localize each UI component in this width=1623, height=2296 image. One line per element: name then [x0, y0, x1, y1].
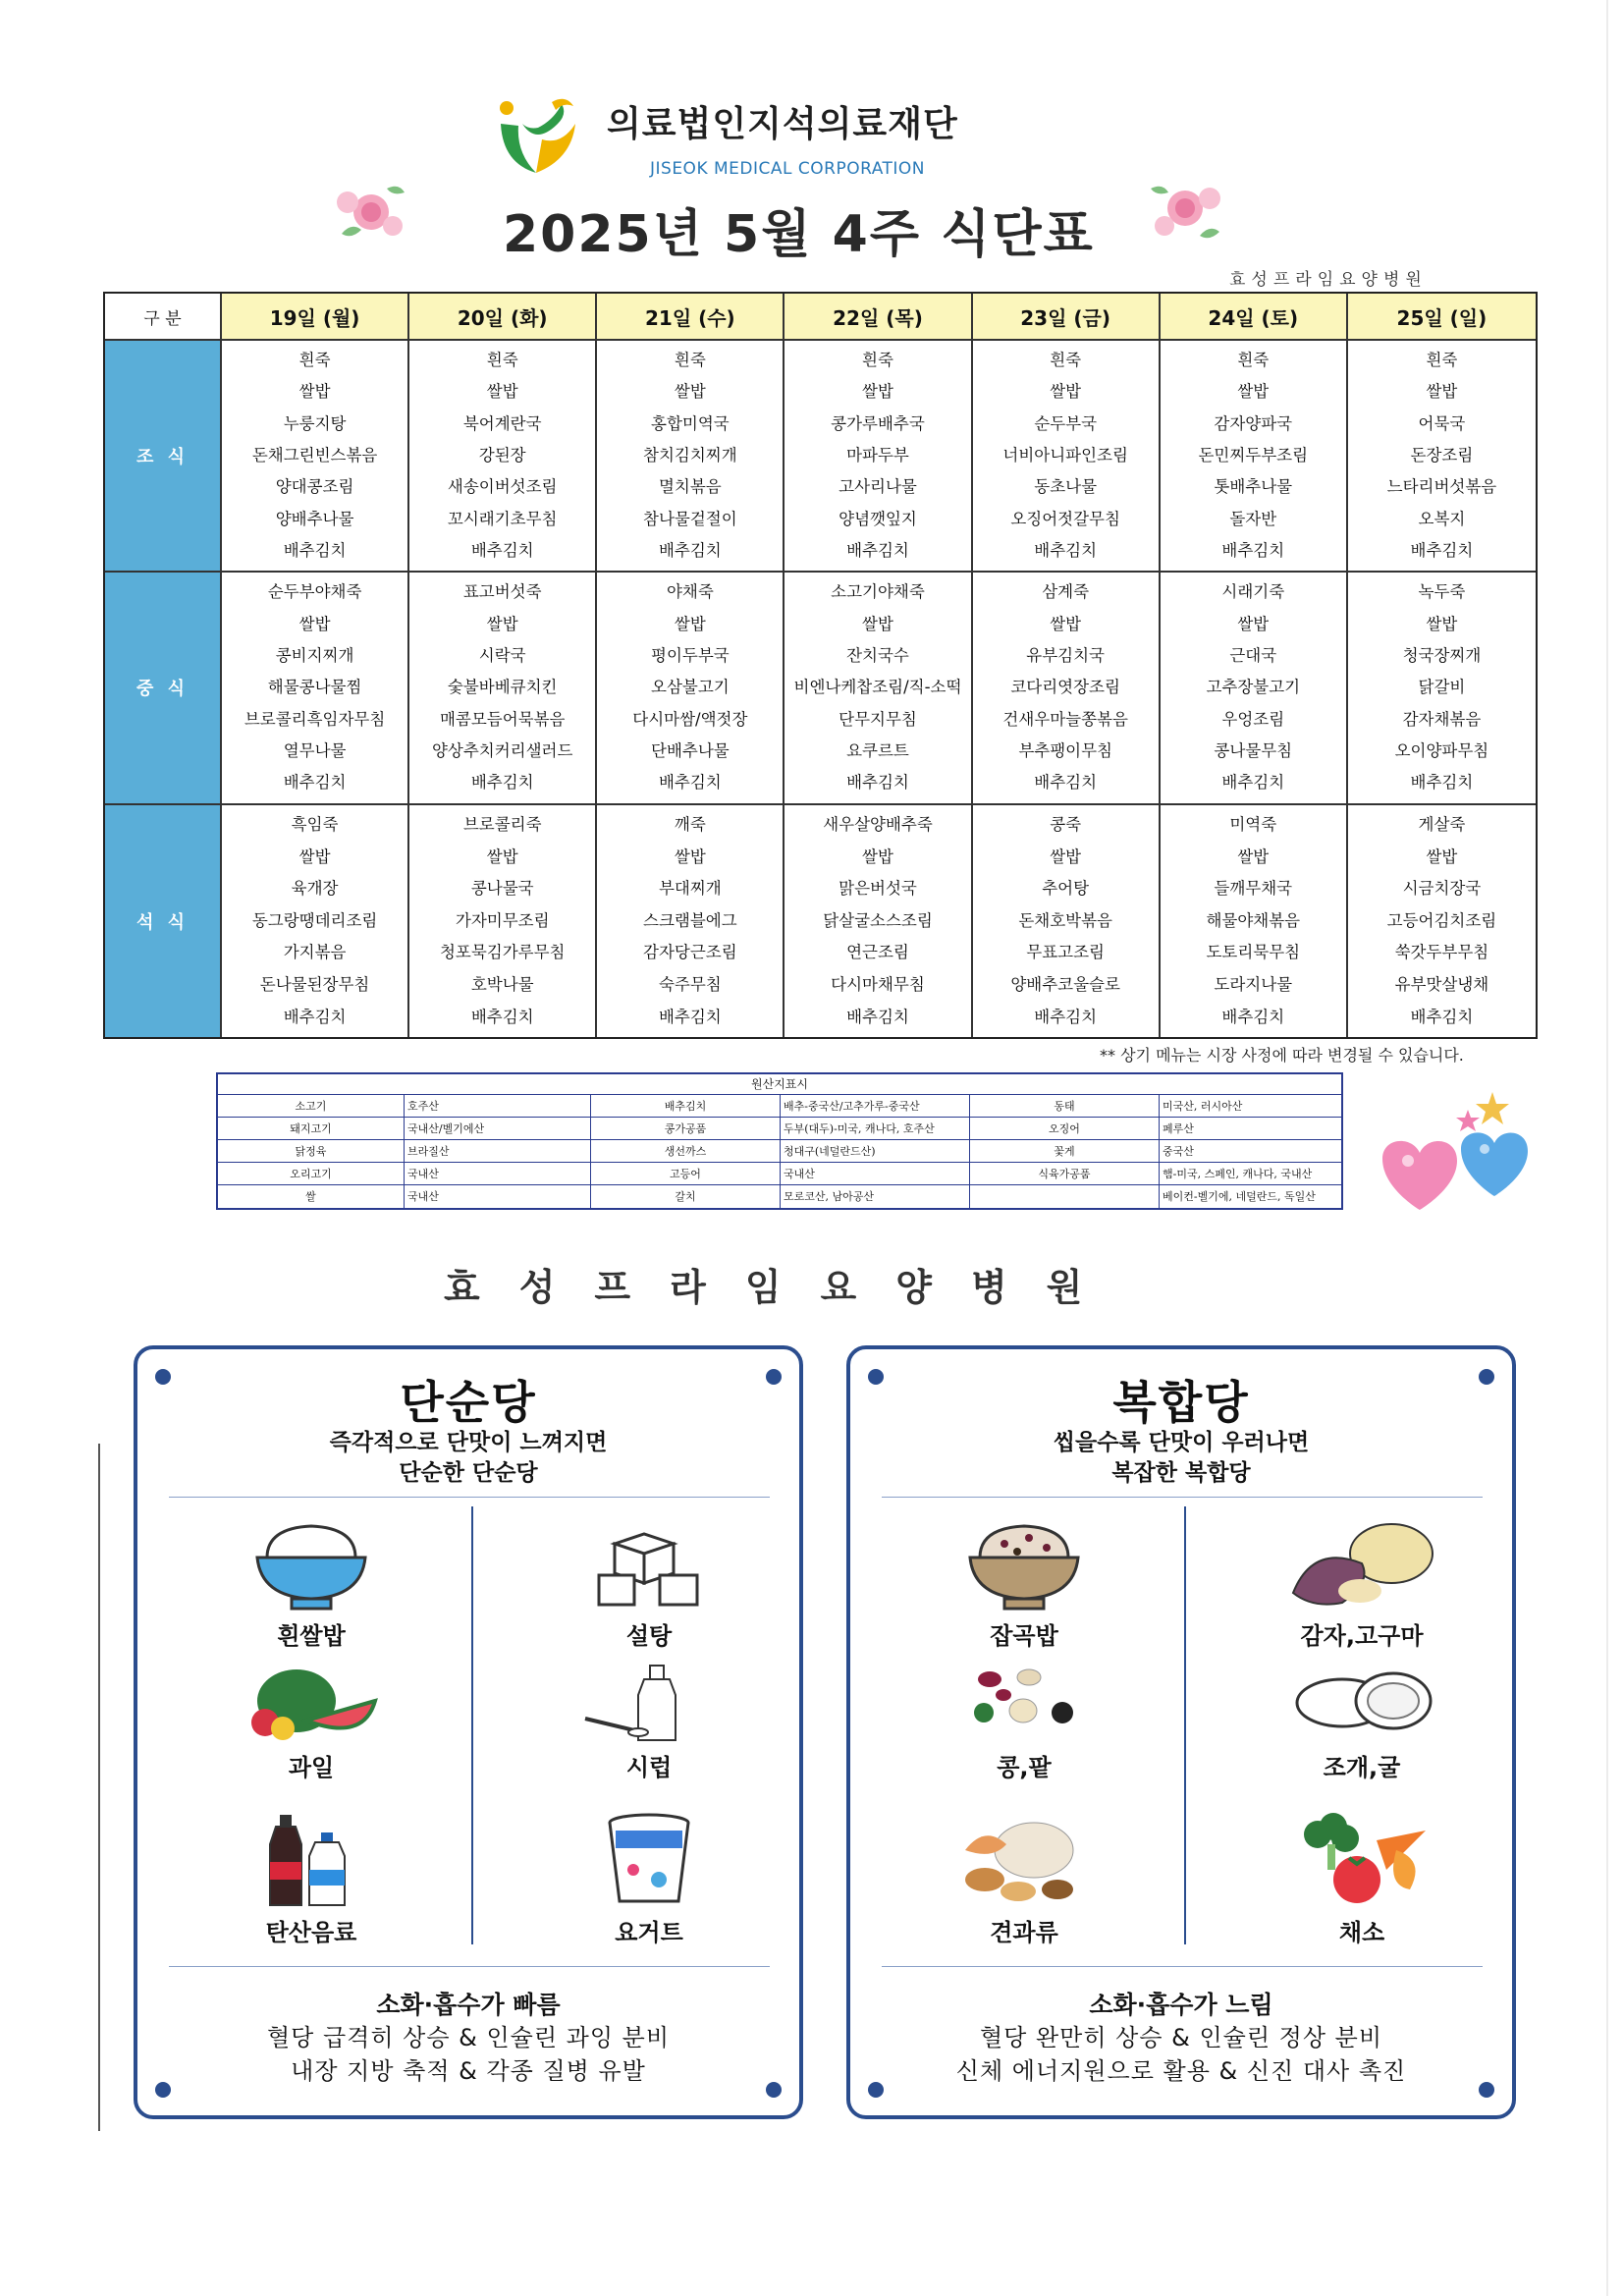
simple-sugar-card [134, 1345, 803, 2119]
menu-item: 삼계죽 [1042, 582, 1090, 602]
menu-item: 새송이버섯조림 [447, 477, 558, 497]
menu-item: 참나물겉절이 [643, 509, 737, 528]
menu-item: 감자양파국 [1214, 413, 1293, 433]
menu-item: 쌀밥 [486, 382, 518, 402]
menu-item: 꼬시래기초무침 [447, 509, 558, 528]
menu-item: 연근조림 [846, 943, 909, 962]
menu-item: 브로콜리흑임자무침 [243, 709, 386, 729]
menu-item: 배추김치 [1034, 773, 1098, 793]
origin-country: 국내산 [405, 1185, 591, 1208]
flower-decoration-icon [322, 165, 415, 253]
menu-day-cell [1348, 573, 1536, 804]
origin-table-grid [218, 1095, 1341, 1208]
day-header: 19일 (월) [222, 294, 409, 341]
menu-day-cell [597, 805, 784, 1037]
menu-day-cell [597, 341, 784, 573]
menu-item: 스크램블에그 [643, 910, 737, 930]
menu-item: 추어탕 [1042, 879, 1090, 899]
menu-item: 배추김치 [846, 1007, 909, 1026]
simple-sugar-desc-line: 즉각적으로 단맛이 느껴지면 [329, 1430, 608, 1455]
origin-country: 베이컨-벨기에, 네덜란드, 독일산 [1163, 1190, 1316, 1203]
menu-day-cell [409, 805, 597, 1037]
food-fruit [189, 1662, 434, 1782]
menu-item: 흰죽 [1237, 351, 1270, 370]
menu-item: 배추김치 [470, 1007, 534, 1026]
food-multigrain-rice [901, 1514, 1147, 1651]
origin-item: 쌀 [218, 1185, 405, 1208]
menu-item: 쌀밥 [1237, 847, 1270, 866]
menu-day-cell [1161, 341, 1348, 573]
menu-item: 다시마채무침 [831, 974, 925, 994]
menu-item: 흰죽 [298, 351, 331, 370]
menu-item: 고등어김치조림 [1386, 910, 1497, 930]
menu-item: 배추김치 [1410, 1007, 1474, 1026]
menu-item: 오징어젓갈무침 [1010, 509, 1120, 528]
origin-item: 닭정육 [218, 1140, 405, 1163]
food-label: 견과류 [990, 1919, 1058, 1946]
origin-country: 국내산/벨기에산 [405, 1118, 591, 1140]
foundation-logo [493, 94, 583, 179]
menu-item: 배추김치 [1221, 541, 1285, 561]
menu-day-cell [1161, 573, 1348, 804]
menu-item: 배추김치 [1221, 773, 1285, 793]
menu-item: 부대찌개 [658, 879, 722, 899]
menu-item: 도라지나물 [1214, 974, 1293, 994]
day-header: 25일 (일) [1348, 294, 1536, 341]
menu-day-cell [1161, 805, 1348, 1037]
menu-day-cell [1348, 805, 1536, 1037]
menu-item: 쌀밥 [298, 614, 331, 633]
menu-item: 배추김치 [846, 773, 909, 793]
multigrain-bowl-icon [960, 1514, 1088, 1613]
menu-item: 단배추나물 [651, 741, 730, 761]
menu-item: 배추김치 [1034, 1007, 1098, 1026]
menu-item: 숯불바베큐치킨 [447, 678, 558, 697]
menu-day-cell [784, 805, 972, 1037]
origin-country: 국내산 [405, 1163, 591, 1185]
food-label: 감자,고구마 [1300, 1622, 1424, 1650]
menu-item: 양배추코울슬로 [1010, 974, 1120, 994]
column-divider [1184, 1506, 1186, 1944]
menu-item: 해물야채볶음 [1206, 910, 1301, 930]
food-label: 콩,팥 [997, 1754, 1052, 1781]
origin-item: 오리고기 [218, 1163, 405, 1185]
menu-item: 평이두부국 [651, 646, 730, 666]
origin-country: 중국산 [1160, 1140, 1341, 1163]
menu-item: 유부맛살냉채 [1394, 974, 1489, 994]
menu-item: 깨죽 [674, 814, 706, 834]
menu-item: 순두부국 [1034, 413, 1098, 433]
menu-item: 쌀밥 [1426, 382, 1458, 402]
menu-day-cell [409, 341, 597, 573]
food-label: 잡곡밥 [990, 1622, 1058, 1650]
menu-item: 새우살양배추죽 [823, 814, 933, 834]
menu-item: 감자당근조림 [643, 943, 737, 962]
food-soda [189, 1811, 434, 1947]
menu-item: 다시마쌈/액젓장 [632, 709, 748, 729]
organization-english-name: JISEOK MEDICAL CORPORATION [650, 159, 926, 179]
origin-country: 브라질산 [405, 1140, 591, 1163]
menu-item: 호박나물 [470, 974, 534, 994]
menu-item: 우엉조림 [1221, 709, 1285, 729]
complex-sugar-desc-line: 씹을수록 단맛이 우러나면 [1053, 1430, 1310, 1455]
food-label: 요거트 [615, 1919, 683, 1946]
menu-item: 너비아니파인조림 [1002, 446, 1128, 465]
menu-item: 양배추나물 [275, 509, 354, 528]
menu-item: 쌀밥 [1237, 382, 1270, 402]
menu-item: 부추팽이무침 [1018, 741, 1112, 761]
menu-day-cell [784, 573, 972, 804]
divider [882, 1497, 1483, 1498]
menu-change-note: ** 상기 메뉴는 시장 사정에 따라 변경될 수 있습니다. [1100, 1046, 1464, 1065]
menu-item: 쌀밥 [1050, 847, 1082, 866]
menu-day-cell [222, 805, 409, 1037]
origin-item: 꽃게 [970, 1140, 1160, 1163]
summary-heading: 소화·흡수가 느림 [1089, 1991, 1273, 2019]
origin-item: 배추김치 [591, 1095, 781, 1118]
divider [882, 1966, 1483, 1967]
menu-day-cell [973, 805, 1161, 1037]
menu-item: 홍합미역국 [651, 413, 730, 433]
origin-country: 두부(대두)-미국, 캐나다, 호주산 [781, 1118, 970, 1140]
menu-item: 돈나물된장무침 [259, 974, 370, 994]
menu-item: 도토리묵무침 [1206, 943, 1301, 962]
origin-country: 미국산, 러시아산 [1160, 1095, 1341, 1118]
origin-item [970, 1185, 1160, 1208]
menu-item: 누룽지탕 [283, 413, 347, 433]
menu-item: 소고기야채죽 [831, 582, 925, 602]
origin-country: 햄-미국, 스페인, 캐나다, 국내산 [1160, 1163, 1341, 1185]
menu-item: 배추김치 [283, 541, 347, 561]
day-header: 24일 (토) [1161, 294, 1348, 341]
menu-item: 배추김치 [470, 541, 534, 561]
origin-country: 호주산 [405, 1095, 591, 1118]
menu-item: 시락국 [478, 646, 526, 666]
menu-item: 숙주무침 [658, 974, 722, 994]
origin-item: 소고기 [218, 1095, 405, 1118]
menu-item: 흰죽 [1426, 351, 1458, 370]
table-corner-label: 구 분 [105, 294, 222, 341]
menu-item: 쑥갓두부무침 [1394, 943, 1489, 962]
menu-item: 시래기죽 [1221, 582, 1285, 602]
menu-item: 오삼불고기 [651, 678, 730, 697]
hospital-name-small: 효성프라임요양병원 [1229, 270, 1428, 290]
food-potato-sweet-potato [1239, 1514, 1485, 1651]
origin-country: 배추-중국산/고추가루-중국산 [781, 1095, 970, 1118]
menu-item: 쌀밥 [862, 614, 893, 633]
summary-line: 혈당 급격히 상승 & 인슐린 과잉 분비 [266, 2024, 671, 2051]
origin-table [216, 1072, 1343, 1210]
menu-item: 시금치장국 [1402, 879, 1482, 899]
summary-line: 혈당 완만히 상승 & 인슐린 정상 분비 [979, 2024, 1383, 2051]
food-label: 채소 [1338, 1919, 1385, 1946]
food-nuts [901, 1811, 1147, 1947]
menu-item: 유부김치국 [1026, 646, 1105, 666]
menu-item: 건새우마늘쫑볶음 [1002, 709, 1128, 729]
weekly-menu-table [103, 292, 1538, 1039]
origin-item: 갈치 [591, 1185, 781, 1208]
origin-country: 모로코산, 남아공산 [781, 1185, 970, 1208]
menu-item: 해물콩나물찜 [267, 678, 362, 697]
origin-item: 콩가공품 [591, 1118, 781, 1140]
menu-item: 오이양파무침 [1394, 741, 1489, 761]
simple-sugar-desc-line: 단순한 단순당 [399, 1460, 538, 1486]
food-syrup [526, 1662, 772, 1782]
menu-day-cell [597, 573, 784, 804]
menu-item: 미역죽 [1229, 814, 1277, 834]
menu-item: 청국장찌개 [1402, 646, 1482, 666]
hospital-name-large: 효성프라임요양병원 [444, 1266, 1122, 1309]
origin-item: 생선까스 [591, 1140, 781, 1163]
menu-item: 양념깻잎지 [839, 509, 917, 528]
menu-item: 배추김치 [658, 541, 722, 561]
menu-item: 쌀밥 [1426, 847, 1458, 866]
menu-item: 돈장조림 [1410, 446, 1474, 465]
menu-item: 흑임죽 [291, 814, 339, 834]
food-clam-oyster [1239, 1662, 1485, 1782]
menu-item: 흰죽 [486, 351, 518, 370]
divider [169, 1497, 770, 1498]
origin-country: 페루산 [1160, 1118, 1341, 1140]
origin-country: 청대구(네덜란드산) [781, 1140, 970, 1163]
origin-item: 돼지고기 [218, 1118, 405, 1140]
menu-item: 들깨무채국 [1214, 879, 1293, 899]
menu-item: 게살죽 [1418, 814, 1466, 834]
origin-item: 오징어 [970, 1118, 1160, 1140]
menu-item: 돈채호박볶음 [1018, 910, 1112, 930]
syrup-bottle-icon [575, 1662, 723, 1744]
menu-item: 동초나물 [1034, 477, 1098, 497]
food-beans [901, 1662, 1147, 1782]
menu-item: 배추김치 [658, 1007, 722, 1026]
menu-item: 콩비지찌개 [275, 646, 354, 666]
menu-item: 강된장 [478, 446, 526, 465]
menu-item: 닭살굴소스조림 [823, 910, 933, 930]
origin-item: 고등어 [591, 1163, 781, 1185]
menu-item: 배추김치 [1410, 541, 1474, 561]
divider [169, 1966, 770, 1967]
menu-item: 쌀밥 [1237, 614, 1270, 633]
meal-label: 중 식 [105, 573, 222, 804]
page-edge-line [1606, 0, 1608, 2296]
menu-item: 흰죽 [1050, 351, 1082, 370]
menu-item: 매콤모듬어묵볶음 [439, 709, 566, 729]
day-header: 21일 (수) [597, 294, 784, 341]
menu-item: 표고버섯죽 [462, 582, 542, 602]
menu-item: 배추김치 [470, 773, 534, 793]
menu-item: 쌀밥 [1050, 614, 1082, 633]
menu-item: 배추김치 [1034, 541, 1098, 561]
menu-item: 쌀밥 [674, 847, 706, 866]
yogurt-cup-icon [590, 1811, 708, 1909]
rice-bowl-icon [247, 1514, 375, 1613]
menu-item: 마파두부 [846, 446, 909, 465]
menu-item: 콩나물국 [470, 879, 534, 899]
menu-item: 야채죽 [666, 582, 714, 602]
simple-sugar-summary [137, 1986, 799, 2088]
menu-item: 북어계란국 [462, 413, 542, 433]
menu-item: 양대콩조림 [275, 477, 354, 497]
menu-item: 양상추치커리샐러드 [431, 741, 573, 761]
menu-item: 가자미무조림 [455, 910, 550, 930]
menu-day-cell [222, 573, 409, 804]
food-label: 흰쌀밥 [277, 1622, 346, 1650]
complex-sugar-summary [850, 1986, 1512, 2088]
menu-item: 열무나물 [283, 741, 347, 761]
menu-item: 가지볶음 [283, 943, 347, 962]
menu-item: 흰죽 [674, 351, 706, 370]
menu-item: 배추김치 [1410, 773, 1474, 793]
menu-item: 쌀밥 [674, 614, 706, 633]
menu-day-cell [973, 341, 1161, 573]
food-vegetables [1239, 1811, 1485, 1947]
menu-item: 감자채볶음 [1402, 709, 1482, 729]
menu-item: 무표고조림 [1026, 943, 1105, 962]
menu-item: 쌀밥 [1050, 382, 1082, 402]
menu-day-cell [973, 573, 1161, 804]
menu-item: 쌀밥 [862, 847, 893, 866]
menu-item: 돈채그린빈스볶음 [251, 446, 378, 465]
menu-item: 콩나물무침 [1214, 741, 1293, 761]
hearts-decoration-icon [1365, 1080, 1537, 1228]
sugar-cubes-icon [585, 1514, 713, 1613]
menu-item: 오복지 [1418, 509, 1466, 528]
food-yogurt [526, 1811, 772, 1947]
food-label: 설탕 [625, 1622, 673, 1650]
menu-item: 코다리엿장조림 [1010, 678, 1120, 697]
menu-item: 쌀밥 [486, 614, 518, 633]
menu-item: 쌀밥 [862, 382, 893, 402]
menu-day-cell [222, 341, 409, 573]
menu-item: 요쿠르트 [846, 741, 909, 761]
menu-item: 톳배추나물 [1214, 477, 1293, 497]
menu-item: 배추김치 [658, 773, 722, 793]
menu-item: 맑은버섯국 [839, 879, 917, 899]
shell-icon [1283, 1662, 1440, 1744]
menu-item: 순두부야채죽 [267, 582, 362, 602]
menu-item: 녹두죽 [1418, 582, 1466, 602]
menu-item: 배추김치 [283, 1007, 347, 1026]
menu-item: 고추장불고기 [1206, 678, 1301, 697]
simple-sugar-title: 단순당 [400, 1376, 537, 1429]
menu-item: 돈민찌두부조림 [1198, 446, 1309, 465]
menu-item: 육개장 [291, 879, 339, 899]
menu-item: 쌀밥 [674, 382, 706, 402]
menu-item: 돌자반 [1229, 509, 1277, 528]
complex-sugar-title: 복합당 [1112, 1376, 1250, 1429]
day-header: 23일 (금) [973, 294, 1161, 341]
meal-label: 석 식 [105, 805, 222, 1037]
menu-item: 쌀밥 [298, 847, 331, 866]
food-label: 조개,굴 [1323, 1754, 1401, 1781]
flower-decoration-icon [1141, 165, 1234, 253]
menu-item: 닭갈비 [1418, 678, 1466, 697]
menu-day-cell [1348, 341, 1536, 573]
page-margin-line [98, 1444, 100, 2131]
menu-item: 단무지무침 [839, 709, 917, 729]
column-divider [471, 1506, 473, 1944]
food-white-rice [189, 1514, 434, 1651]
menu-item: 어묵국 [1418, 413, 1466, 433]
nuts-icon [955, 1811, 1093, 1909]
origin-item: 식육가공품 [970, 1163, 1160, 1185]
summary-line: 신체 에너지원으로 활용 & 신진 대사 촉진 [955, 2057, 1407, 2085]
food-sugar [526, 1514, 772, 1651]
menu-item: 배추김치 [1221, 1007, 1285, 1026]
menu-day-cell [784, 341, 972, 573]
food-label: 시럽 [625, 1754, 673, 1781]
menu-item: 쌀밥 [1426, 614, 1458, 633]
complex-sugar-desc-line: 복잡한 복합당 [1111, 1460, 1251, 1486]
meal-label: 조 식 [105, 341, 222, 573]
food-label: 과일 [288, 1754, 335, 1781]
vegetables-icon [1288, 1811, 1435, 1909]
menu-item: 멸치볶음 [658, 477, 722, 497]
summary-line: 내장 지방 축적 & 각종 질병 유발 [291, 2057, 646, 2085]
menu-day-cell [409, 573, 597, 804]
menu-item: 고사리나물 [839, 477, 917, 497]
origin-table-title: 원산지표시 [218, 1074, 1341, 1095]
origin-country: 국내산 [781, 1163, 970, 1185]
menu-item: 잔치국수 [846, 646, 909, 666]
menu-item: 비엔나케찹조림/직-소떡 [793, 678, 962, 697]
menu-item: 콩가루배추국 [831, 413, 925, 433]
menu-item: 브로콜리죽 [462, 814, 542, 834]
menu-item: 콩죽 [1050, 814, 1082, 834]
organization-name: 의료법인지석의료재단 [607, 104, 958, 144]
potato-icon [1283, 1514, 1440, 1613]
origin-item: 동태 [970, 1095, 1160, 1118]
day-header: 22일 (목) [784, 294, 972, 341]
menu-item: 배추김치 [846, 541, 909, 561]
menu-item: 쌀밥 [298, 382, 331, 402]
soda-bottles-icon [252, 1811, 370, 1909]
summary-heading: 소화·흡수가 빠름 [376, 1991, 561, 2019]
menu-item: 배추김치 [283, 773, 347, 793]
menu-item: 근대국 [1229, 646, 1277, 666]
beans-icon [960, 1662, 1088, 1744]
menu-item: 청포묵김가루무침 [439, 943, 566, 962]
menu-item: 동그랑땡데리조림 [251, 910, 378, 930]
complex-sugar-card [846, 1345, 1516, 2119]
menu-item: 쌀밥 [486, 847, 518, 866]
menu-item: 흰죽 [862, 351, 893, 370]
food-label: 탄산음료 [265, 1919, 357, 1946]
day-header: 20일 (화) [409, 294, 597, 341]
fruit-icon [238, 1662, 385, 1744]
menu-item: 느타리버섯볶음 [1386, 477, 1497, 497]
page-title: 2025년 5월 4주 식단표 [503, 205, 1095, 264]
menu-item: 참치김치찌개 [643, 446, 737, 465]
